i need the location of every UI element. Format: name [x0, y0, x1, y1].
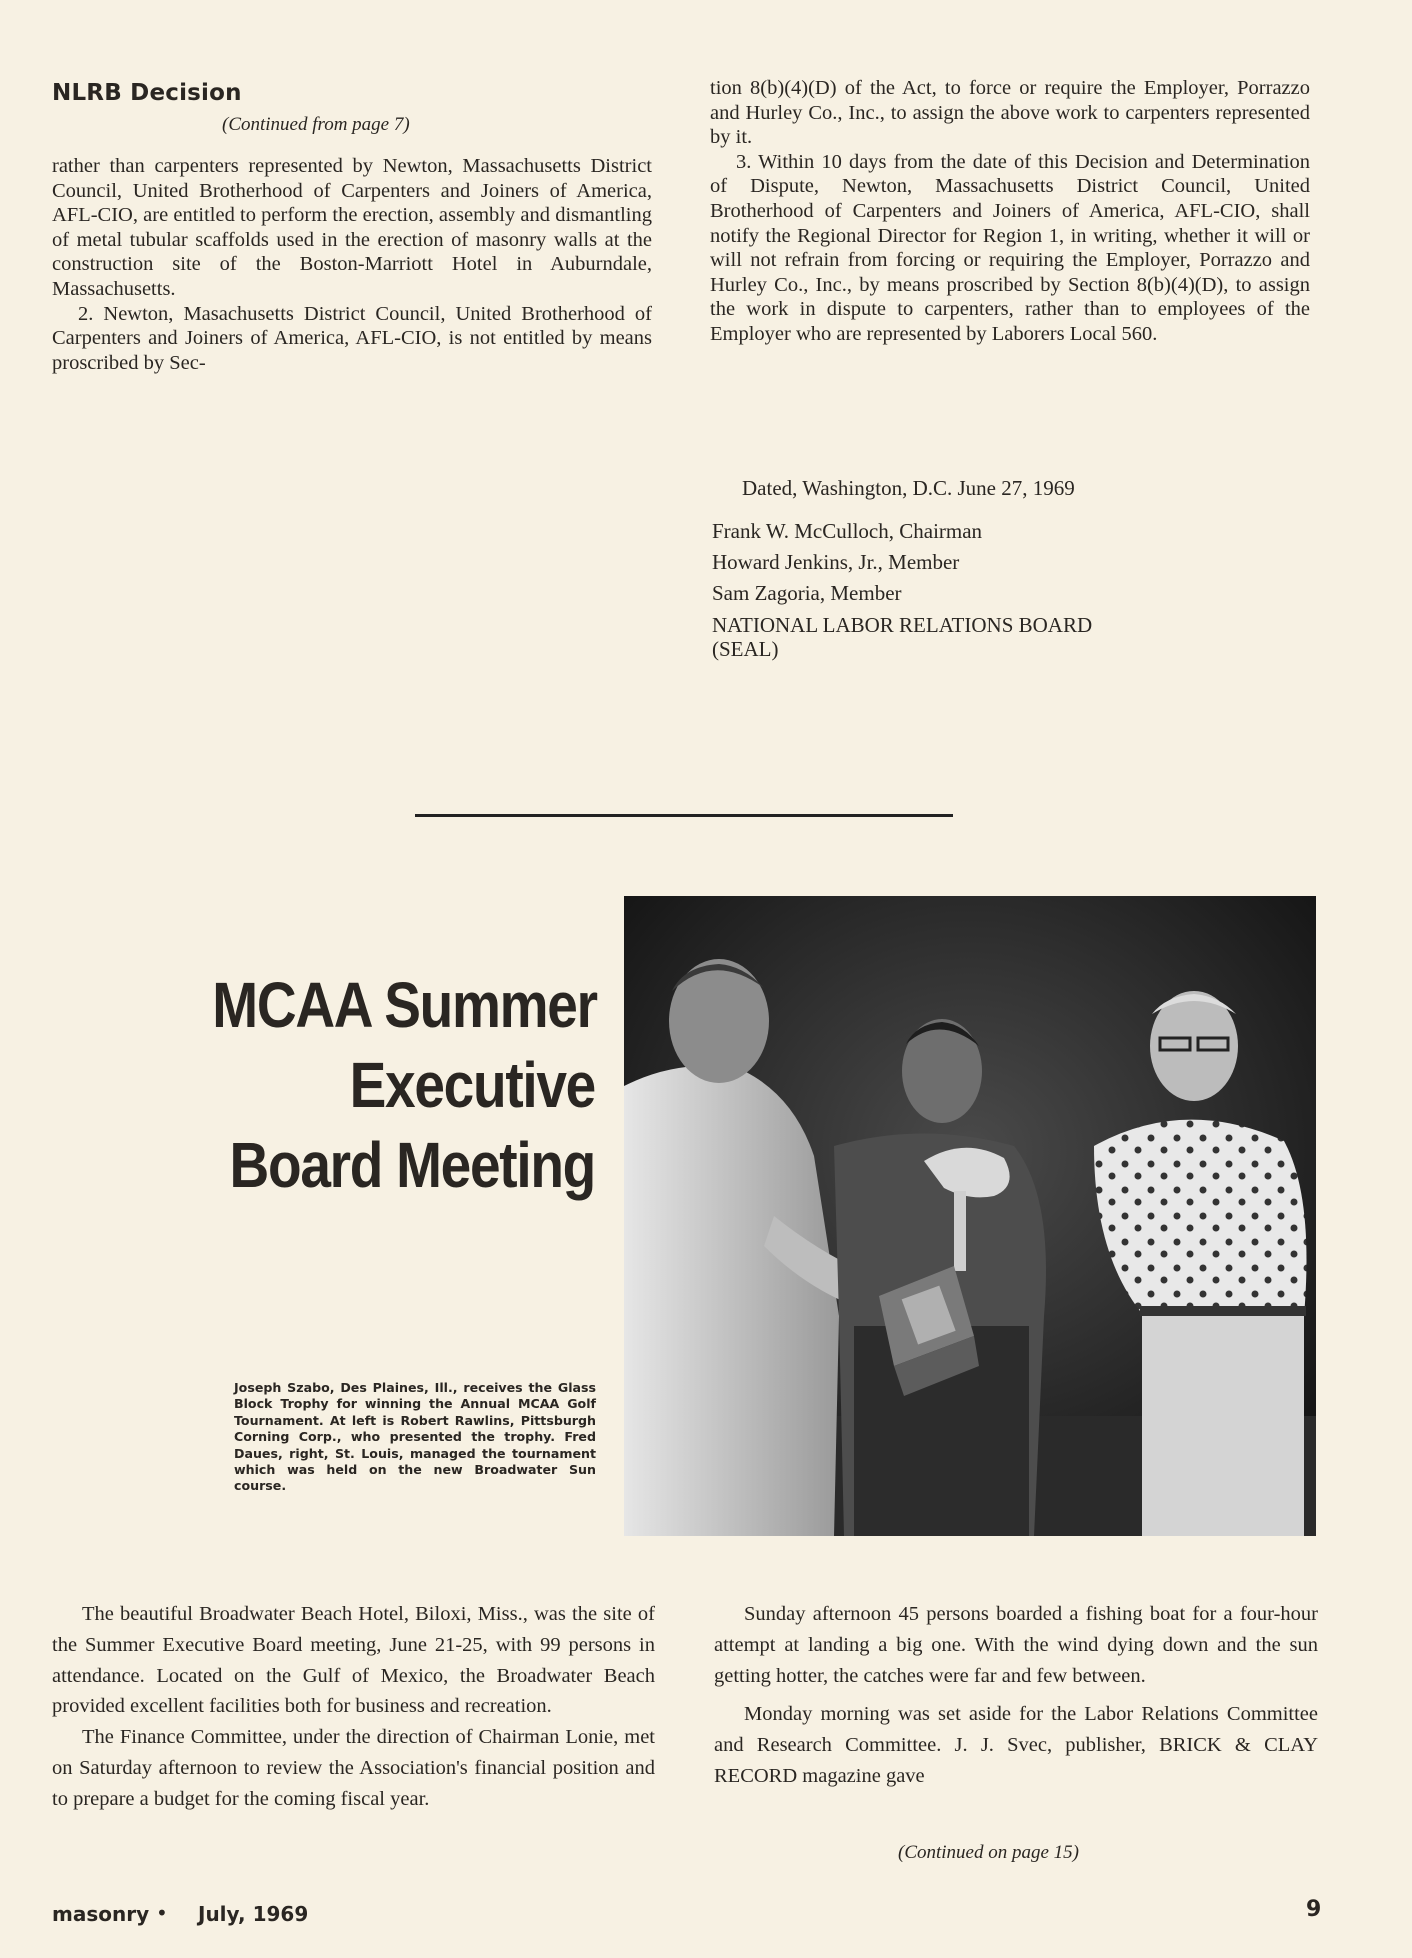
paragraph: Monday morning was set aside for the Labor Relations Committee and Research Committee. J. J. Svec, publisher, BRICK & CLAY RECORD magazine gave: [714, 1703, 1318, 1787]
signature-line: Frank W. McCulloch, Chairman: [712, 519, 983, 543]
footer-issue-date: July, 1969: [198, 1902, 309, 1926]
continued-on-note: (Continued on page 15): [898, 1842, 1080, 1863]
page-number: 9: [1306, 1897, 1322, 1922]
signature-line: Howard Jenkins, Jr., Member: [712, 550, 960, 574]
seal-label: (SEAL): [712, 637, 779, 661]
nlrb-right-column: [710, 76, 1310, 347]
nlrb-left-column: [52, 154, 652, 375]
section-heading: NLRB Decision: [52, 80, 242, 106]
headline-line: Board Meeting: [229, 1129, 595, 1201]
paragraph: 2. Newton, Masachusetts District Council, United Brotherhood of Carpenters and Joiners of America, AFL-CIO, is not entitled by means proscribed by Sec-: [52, 302, 652, 374]
headline-line: Executive: [349, 1049, 595, 1121]
headline-line: MCAA Summer: [212, 969, 597, 1041]
paragraph: The Finance Committee, under the direction of Chairman Lonie, met on Saturday afternoon to review the Association's financial position and to prepare a budget for the coming fiscal year.: [52, 1726, 655, 1810]
paragraph: rather than carpenters represented by Newton, Massachusetts District Council, United Brotherhood of Carpenters and Joiners of America, AFL-CIO, are entitled to perform the erection, assembly and dismantling of metal tubular scaffolds used in the erection of masonry walls at the construction site of the Boston-Marriott Hotel in Auburndale, Massachusetts.: [52, 155, 652, 300]
article-headline: [212, 965, 595, 1205]
paragraph: The beautiful Broadwater Beach Hotel, Biloxi, Miss., was the site of the Summer Executive Board meeting, June 21-25, with 99 persons in attendance. Located on the Gulf of Mexico, the Broadwater Beach provided excellent facilities both for business and recreation.: [52, 1603, 655, 1718]
paragraph: Sunday afternoon 45 persons boarded a fishing boat for a four-hour attempt at landing a big one. With the wind dying down and the sun getting hotter, the catches were far and few between.: [714, 1603, 1318, 1687]
footer-magazine-name: masonry: [52, 1902, 150, 1926]
signature-block: [712, 516, 1092, 661]
section-divider: [415, 814, 953, 817]
signature-line: Sam Zagoria, Member: [712, 581, 902, 605]
paragraph: tion 8(b)(4)(D) of the Act, to force or require the Employer, Porrazzo and Hurley Co., Inc., to assign the above work to carpenters represented by it.: [710, 77, 1310, 149]
article-left-column: [52, 1599, 655, 1815]
dated-line: Dated, Washington, D.C. June 27, 1969: [742, 476, 1075, 500]
footer-bullet: •: [156, 1901, 168, 1925]
continued-from-note: (Continued from page 7): [222, 114, 410, 135]
trophy-photo: [624, 896, 1316, 1536]
board-name: NATIONAL LABOR RELATIONS BOARD: [712, 613, 1093, 637]
article-right-column: [714, 1599, 1318, 1792]
photo-caption: Joseph Szabo, Des Plaines, Ill., receives the Glass Block Trophy for winning the Annual MCAA Golf Tournament. At left is Robert Rawlins, Pittsburgh Corning Corp., who presented the trophy. Fred Daues, right, St. Louis, managed the tournament which was held on the new Broadwater Sun course.: [234, 1380, 596, 1494]
paragraph: 3. Within 10 days from the date of this Decision and Determination of Dispute, Newton, Massachusetts District Council, United Brotherhood of Carpenters and Joiners of America, AFL-CIO, shall notify the Regional Director for Region 1, in writing, whether it will or will not refrain from forcing or requiring the Employer, Porrazzo and Hurley Co., Inc., by means proscribed by Section 8(b)(4)(D), to assign the work in dispute to carpenters, rather than to employees of the Employer who are represented by Laborers Local 560.: [710, 150, 1310, 345]
